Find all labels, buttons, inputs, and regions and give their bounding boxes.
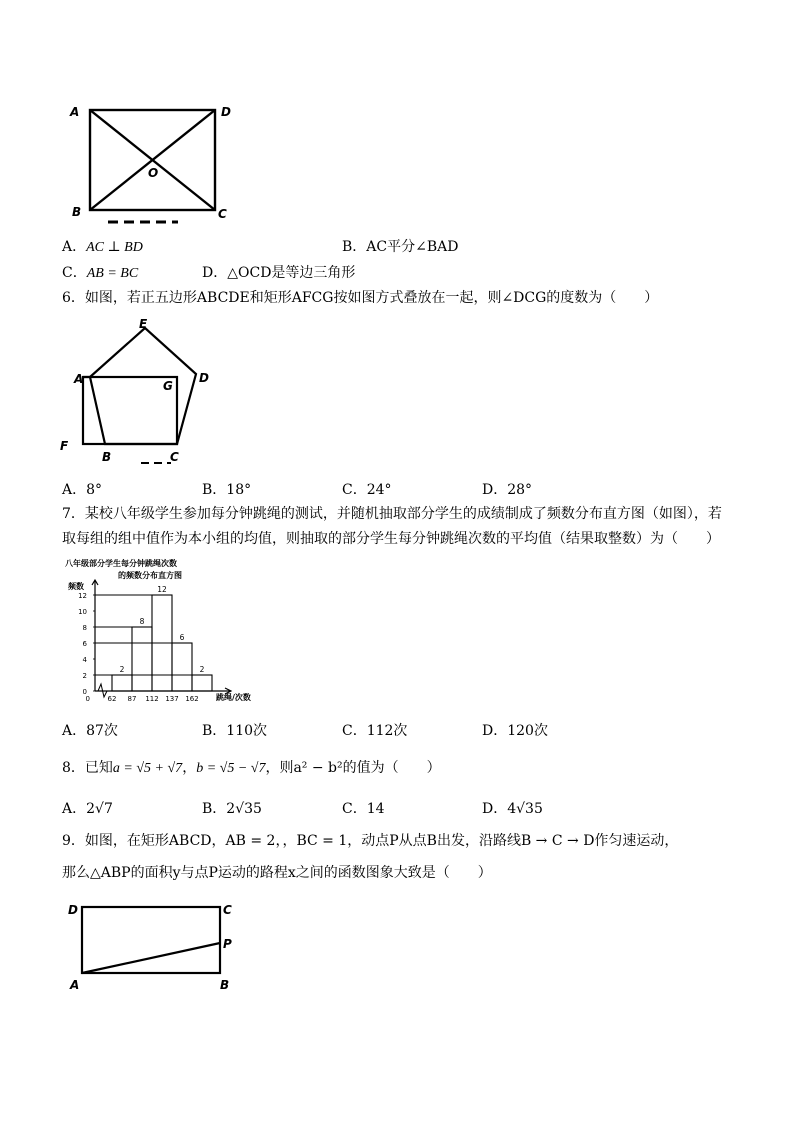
q7-stem-line2: 取每组的组中值作为本小组的均值，则抽取的部分学生每分钟跳绳次数的平均值（结果取整数）为（ ） (62, 531, 720, 547)
q6-label-g: G (163, 379, 173, 393)
q9-label-p: P (223, 937, 232, 951)
q5-option-a[interactable] (62, 236, 143, 256)
q9-label-d: D (68, 903, 78, 917)
histogram-bar (192, 675, 212, 691)
y-tick-label: 6 (82, 640, 87, 648)
q6-option-a[interactable]: A．8° (62, 482, 103, 498)
y-tick-label: 10 (78, 608, 87, 616)
q5-label-d: D (221, 105, 231, 119)
q5-option-b[interactable] (342, 236, 458, 256)
q7-option-c[interactable]: C．112次 (342, 723, 408, 739)
option-tag: D． (202, 265, 228, 281)
q8-prefix: 8．已知 (62, 760, 113, 776)
histogram-bar (132, 627, 152, 691)
x-tick-label: 0 (85, 695, 90, 703)
q5-label-o: O (148, 166, 159, 180)
x-tick-label: 62 (107, 695, 117, 703)
q6-label-f: F (60, 439, 69, 453)
q5-label-a: A (70, 105, 80, 119)
q5-option-d[interactable] (202, 262, 355, 282)
q6-pentagon-figure (56, 316, 226, 468)
bar-value-label: 6 (179, 633, 185, 642)
q7-stem-line1: 7．某校八年级学生参加每分钟跳绳的测试，并随机抽取部分学生的成绩制成了频数分布直方图（如图），若 (62, 506, 722, 522)
q8-option-c[interactable]: C．14 (342, 801, 385, 817)
q6-label-b: B (102, 450, 112, 464)
q9-rectangle-figure (60, 896, 250, 996)
q9-stem-line2: 那么△ABP的面积y与点P运动的路程x之间的函数图象大致是（ ） (62, 865, 492, 881)
histogram-bar (112, 675, 132, 691)
y-tick-label: 4 (82, 656, 87, 664)
x-tick-label: 137 (165, 695, 179, 703)
q8-suffix: ，则a² − b²的值为（ ） (265, 760, 441, 776)
q8-separator: ， (182, 760, 197, 776)
chart-xlabel: 跳绳/次数 (216, 693, 251, 702)
q6-stem: 6．如图，若正五边形ABCDE和矩形AFCG按如图方式叠放在一起，则∠DCG的度数为（ ） (62, 290, 659, 306)
chart-ylabel: 频数 (68, 582, 84, 591)
q5-label-c: C (218, 207, 227, 221)
q8-b-expression: b = √5 − √7 (196, 761, 266, 776)
q6-option-d[interactable]: D．28° (482, 482, 533, 498)
y-tick-label: 8 (82, 624, 87, 632)
q6-option-c[interactable]: C．24° (342, 482, 392, 498)
q6-label-c: C (170, 450, 179, 464)
bar-value-label: 2 (119, 665, 125, 674)
q7-option-b[interactable]: B．110次 (202, 723, 268, 739)
q5-rectangle-figure (68, 100, 248, 232)
q6-label-d: D (199, 371, 209, 385)
y-tick-label: 0 (82, 688, 87, 696)
q9-rect (82, 907, 220, 973)
q8-stem (62, 757, 441, 777)
q8-option-a[interactable]: A．2√7 (62, 801, 113, 817)
bar-value-label: 2 (199, 665, 205, 674)
chart-title: 八年级部分学生每分钟跳绳次数 (65, 559, 177, 568)
option-tag: C． (62, 265, 87, 281)
option-text: AC ⊥ BD (86, 240, 143, 255)
q6-option-b[interactable]: B．18° (202, 482, 252, 498)
q8-option-d[interactable]: D．4√35 (482, 801, 543, 817)
option-text: △OCD是等边三角形 (227, 265, 356, 281)
x-tick-label: 87 (127, 695, 137, 703)
x-tick-label: 162 (185, 695, 199, 703)
y-tick-label: 12 (78, 592, 87, 600)
q9-label-c: C (223, 903, 232, 917)
q6-label-e: E (139, 317, 148, 331)
q8-a-expression: a = √5 + √7 (112, 761, 183, 776)
x-tick-label: 112 (145, 695, 159, 703)
q9-stem-line1: 9．如图，在矩形ABCD，AB = 2，，BC = 1，动点P从点B出发，沿路线B → C → D作匀速运动， (62, 833, 679, 849)
bar-value-label: 12 (157, 585, 167, 594)
q9-segment-ap (82, 943, 220, 973)
q9-label-a: A (70, 978, 80, 992)
q8-option-b[interactable]: B．2√35 (202, 801, 262, 817)
q7-histogram (60, 553, 275, 711)
q6-label-a: A (74, 372, 84, 386)
q5-option-c[interactable] (62, 262, 138, 282)
q7-option-a[interactable]: A．87次 (62, 723, 118, 739)
histogram-bar (172, 643, 192, 691)
q6-pentagon (90, 328, 196, 444)
bar-value-label: 8 (139, 617, 145, 626)
option-text: AC平分∠BAD (366, 239, 459, 255)
option-tag: A． (62, 239, 87, 255)
chart-subtitle: 的频数分布直方图 (118, 571, 182, 580)
y-tick-label: 2 (82, 672, 87, 680)
q5-label-b: B (72, 205, 82, 219)
option-tag: B． (342, 239, 367, 255)
q9-label-b: B (220, 978, 230, 992)
q7-option-d[interactable]: D．120次 (482, 723, 548, 739)
option-text: AB = BC (86, 266, 139, 281)
